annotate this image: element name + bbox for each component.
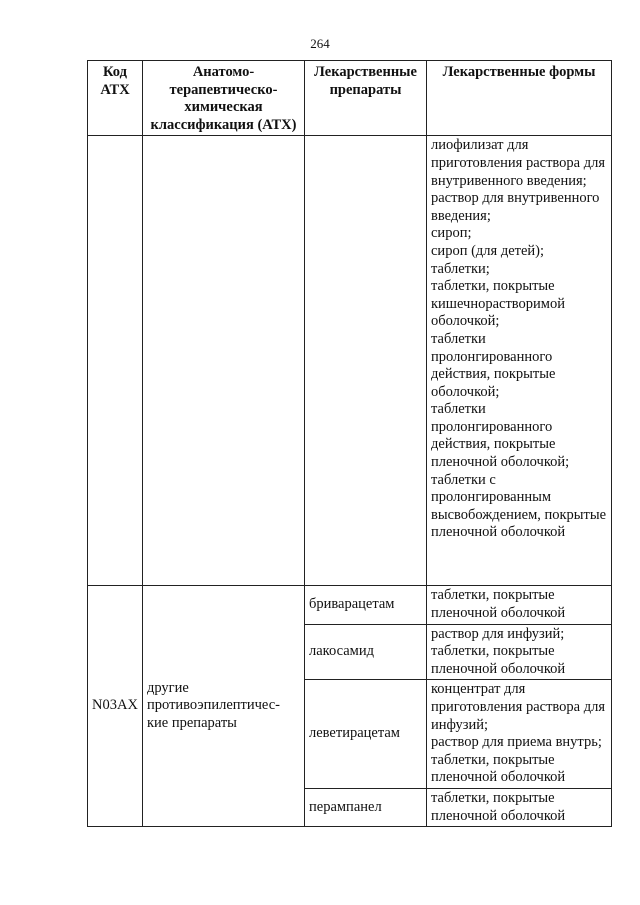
header-drugs: Лекарственные препараты [305, 61, 427, 136]
form-line: таблетки, покрытые пленочной оболочкой [431, 751, 566, 786]
drug-name: лакосамид [305, 624, 427, 680]
form-line: концентрат для приготовления раствора для инфузий; [431, 681, 605, 733]
form-line: сироп; [431, 225, 472, 242]
drug-name: бриварацетам [305, 586, 427, 624]
header-classification: Анатомо-терапевтическо-химическая классификация (АТХ) [143, 61, 305, 136]
form-line: раствор для инфузий; [431, 625, 565, 642]
form-line: таблетки, покрытые пленочной оболочкой [431, 643, 566, 677]
form-line: раствор для приема внутрь; [431, 734, 602, 751]
drug-row-brivaracetam [88, 586, 612, 624]
form-line: таблетки пролонгированного действия, покрытые пленочной оболочкой; [431, 401, 570, 471]
form-line: таблетки, покрытые кишечнорастворимой оболочкой; [431, 278, 565, 330]
form-line: таблетки; [431, 260, 490, 277]
atc-classification: другие противоэпилептичес-кие препараты [143, 586, 305, 827]
continuation-row [88, 136, 612, 586]
drug-forms [427, 586, 612, 624]
continuation-drug-cell [305, 136, 427, 586]
drug-forms [427, 624, 612, 680]
atc-code: N03AX [88, 586, 143, 827]
continuation-code-cell [88, 136, 143, 586]
header-code: Код АТХ [88, 61, 143, 136]
form-line: раствор для внутривенного введения; [431, 190, 600, 224]
drug-forms [427, 680, 612, 789]
header-forms: Лекарственные формы [427, 61, 612, 136]
form-line: таблетки, покрытые пленочной оболочкой [431, 789, 566, 824]
form-line: таблетки пролонгированного действия, покрытые оболочкой; [431, 330, 556, 400]
form-line: таблетки с пролонгированным высвобождением, покрытые пленочной оболочкой [431, 471, 607, 541]
drug-name: леветирацетам [305, 680, 427, 789]
form-line: сироп (для детей); [431, 242, 545, 259]
drug-name: перампанел [305, 788, 427, 826]
table-header-row [88, 61, 612, 136]
continuation-class-cell [143, 136, 305, 586]
drug-forms [427, 788, 612, 826]
form-line: лиофилизат для приготовления раствора для внутривенного введения; [431, 137, 605, 189]
atc-drug-table [87, 60, 612, 827]
continuation-forms-cell [427, 136, 612, 586]
page-number: 264 [310, 36, 330, 51]
form-line: таблетки, покрытые пленочной оболочкой [431, 587, 566, 621]
